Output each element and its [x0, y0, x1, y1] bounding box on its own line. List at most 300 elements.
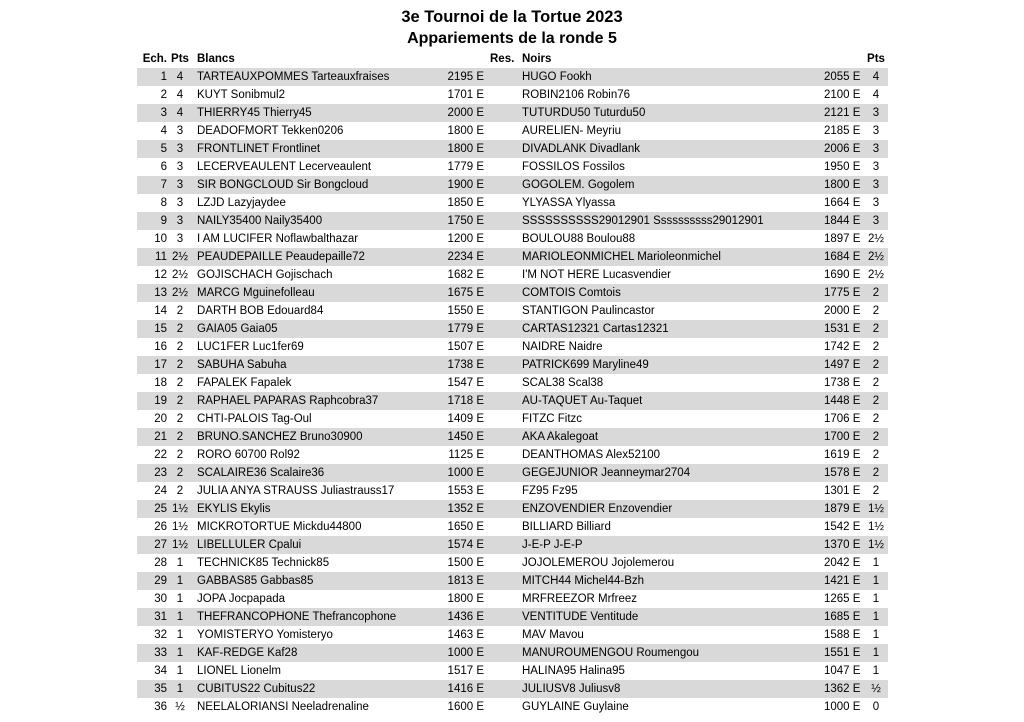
white-player-name: PEAUDEPAILLE Peaudepaille72: [197, 251, 365, 263]
white-points: 1: [176, 665, 184, 677]
black-rating: 2006 E: [824, 143, 861, 155]
table-row: [137, 554, 888, 572]
black-points: 2½: [868, 251, 884, 263]
result-cell: [490, 644, 520, 662]
result-cell: [490, 698, 520, 716]
result-cell: [490, 284, 520, 302]
board-number: 36: [154, 701, 167, 713]
black-player-name: AURELIEN- Meyriu: [522, 125, 622, 137]
table-row: [137, 194, 888, 212]
black-player-name: ROBIN2106 Robin76: [522, 89, 631, 101]
black-player-name: FITZC Fitzc: [522, 413, 583, 425]
black-points: 2½: [868, 269, 884, 281]
table-row: [137, 392, 888, 410]
black-points: 1½: [868, 521, 884, 533]
white-points: 1½: [172, 503, 188, 515]
black-rating: 1047 E: [824, 665, 861, 677]
white-rating: 1550 E: [447, 305, 484, 317]
black-player-name: BILLIARD Billiard: [522, 521, 611, 533]
white-player-name: FRONTLINET Frontlinet: [197, 143, 321, 155]
result-cell: [490, 662, 520, 680]
board-number: 17: [154, 359, 167, 371]
black-points: 1: [872, 593, 880, 605]
white-rating: 1600 E: [447, 701, 484, 713]
black-player-name: SSSSSSSSSS29012901 Ssssssssss29012901: [522, 215, 764, 227]
white-player-name: TECHNICK85 Technick85: [197, 557, 330, 569]
white-rating: 1416 E: [447, 683, 484, 695]
result-cell: [490, 86, 520, 104]
white-player-name: DARTH BOB Edouard84: [197, 305, 324, 317]
white-rating: 1000 E: [447, 467, 484, 479]
board-number: 16: [154, 341, 167, 353]
white-player-name: THIERRY45 Thierry45: [197, 107, 312, 119]
white-rating: 1517 E: [447, 665, 484, 677]
black-player-name: MAV Mavou: [522, 629, 584, 641]
black-player-name: AKA Akalegoat: [522, 431, 599, 443]
white-player-name: NEELALORIANSI Neeladrenaline: [197, 701, 369, 713]
black-points: 3: [872, 179, 880, 191]
white-points: 2: [176, 305, 184, 317]
board-number: 1: [160, 71, 167, 83]
header-noirs: Noirs: [522, 53, 552, 65]
result-cell: [490, 500, 520, 518]
white-player-name: I AM LUCIFER Noflawbalthazar: [197, 233, 359, 245]
white-points: 4: [176, 71, 184, 83]
black-points: ½: [871, 683, 881, 695]
black-player-name: COMTOIS Comtois: [522, 287, 621, 299]
black-rating: 1800 E: [824, 179, 861, 191]
black-rating: 1664 E: [824, 197, 861, 209]
result-cell: [490, 266, 520, 284]
black-points: 2: [872, 341, 880, 353]
white-points: 2½: [172, 287, 188, 299]
table-row: [137, 212, 888, 230]
black-rating: 1684 E: [824, 251, 861, 263]
black-player-name: YLYASSA Ylyassa: [522, 197, 616, 209]
result-cell: [490, 176, 520, 194]
white-player-name: GABBAS85 Gabbas85: [197, 575, 314, 587]
black-points: 0: [872, 701, 880, 713]
white-player-name: JULIA ANYA STRAUSS Juliastrauss17: [197, 485, 395, 497]
result-cell: [490, 608, 520, 626]
white-rating: 1813 E: [447, 575, 484, 587]
white-points: 2: [176, 359, 184, 371]
white-rating: 1436 E: [447, 611, 484, 623]
white-points: 1: [176, 683, 184, 695]
black-points: 2: [872, 485, 880, 497]
board-number: 5: [160, 143, 167, 155]
white-player-name: SABUHA Sabuha: [197, 359, 287, 371]
table-body: [137, 68, 888, 716]
board-number: 6: [160, 161, 167, 173]
table-row: [137, 356, 888, 374]
board-number: 7: [160, 179, 167, 191]
black-points: 4: [872, 89, 880, 101]
board-number: 14: [154, 305, 167, 317]
black-rating: 1531 E: [824, 323, 861, 335]
black-player-name: NAIDRE Naidre: [522, 341, 603, 353]
black-rating: 1542 E: [824, 521, 861, 533]
black-rating: 1738 E: [824, 377, 861, 389]
white-player-name: GOJISCHACH Gojischach: [197, 269, 333, 281]
result-cell: [490, 626, 520, 644]
board-number: 21: [154, 431, 167, 443]
board-number: 26: [154, 521, 167, 533]
white-rating: 1200 E: [447, 233, 484, 245]
result-cell: [490, 104, 520, 122]
result-cell: [490, 428, 520, 446]
white-rating: 1574 E: [447, 539, 484, 551]
black-points: 1: [872, 557, 880, 569]
white-player-name: LECERVEAULENT Lecerveaulent: [197, 161, 372, 173]
table-row: [137, 68, 888, 86]
black-rating: 1879 E: [824, 503, 861, 515]
board-number: 34: [154, 665, 167, 677]
black-points: 2: [872, 323, 880, 335]
table-row: [137, 284, 888, 302]
white-player-name: SCALAIRE36 Scalaire36: [197, 467, 325, 479]
board-number: 28: [154, 557, 167, 569]
black-points: 2: [872, 467, 880, 479]
white-rating: 1900 E: [447, 179, 484, 191]
white-points: 2½: [172, 251, 188, 263]
black-player-name: I'M NOT HERE Lucasvendier: [522, 269, 671, 281]
result-cell: [490, 338, 520, 356]
black-player-name: MRFREEZOR Mrfreez: [522, 593, 637, 605]
table-row: [137, 662, 888, 680]
black-player-name: HALINA95 Halina95: [522, 665, 625, 677]
white-points: 3: [176, 143, 184, 155]
black-points: 2: [872, 287, 880, 299]
black-player-name: PATRICK699 Maryline49: [522, 359, 649, 371]
white-points: 3: [176, 197, 184, 209]
table-row: [137, 626, 888, 644]
black-player-name: AU-TAQUET Au-Taquet: [522, 395, 643, 407]
white-points: ½: [175, 701, 185, 713]
black-points: 2: [872, 431, 880, 443]
white-points: 4: [176, 89, 184, 101]
black-rating: 1362 E: [824, 683, 861, 695]
result-cell: [490, 554, 520, 572]
black-player-name: DIVADLANK Divadlank: [522, 143, 641, 155]
black-player-name: DEANTHOMAS Alex52100: [522, 449, 661, 461]
result-cell: [490, 680, 520, 698]
result-cell: [490, 230, 520, 248]
black-rating: 1685 E: [824, 611, 861, 623]
black-rating: 1950 E: [824, 161, 861, 173]
white-player-name: CUBITUS22 Cubitus22: [197, 683, 316, 695]
white-player-name: KAF-REDGE Kaf28: [197, 647, 298, 659]
white-points: 4: [176, 107, 184, 119]
white-player-name: FAPALEK Fapalek: [197, 377, 292, 389]
white-rating: 1701 E: [447, 89, 484, 101]
white-player-name: CHTI-PALOIS Tag-Oul: [197, 413, 312, 425]
board-number: 31: [154, 611, 167, 623]
white-rating: 1750 E: [447, 215, 484, 227]
white-player-name: KUYT Sonibmul2: [197, 89, 285, 101]
white-rating: 1000 E: [447, 647, 484, 659]
white-rating: 1800 E: [447, 593, 484, 605]
table-row: [137, 86, 888, 104]
result-cell: [490, 248, 520, 266]
black-points: 3: [872, 143, 880, 155]
white-points: 2: [176, 341, 184, 353]
table-row: [137, 176, 888, 194]
board-number: 12: [154, 269, 167, 281]
black-points: 1½: [868, 503, 884, 515]
black-player-name: BOULOU88 Boulou88: [522, 233, 636, 245]
white-points: 1: [176, 575, 184, 587]
black-rating: 2121 E: [824, 107, 861, 119]
black-rating: 2000 E: [824, 305, 861, 317]
white-rating: 1463 E: [447, 629, 484, 641]
white-player-name: YOMISTERYO Yomisteryo: [197, 629, 333, 641]
table-row: [137, 644, 888, 662]
white-player-name: MARCG Mguinefolleau: [197, 287, 315, 299]
black-player-name: FOSSILOS Fossilos: [522, 161, 625, 173]
white-player-name: SIR BONGCLOUD Sir Bongcloud: [197, 179, 369, 191]
board-number: 29: [154, 575, 167, 587]
white-player-name: DEADOFMORT Tekken0206: [197, 125, 344, 137]
white-points: 1: [176, 629, 184, 641]
white-player-name: THEFRANCOPHONE Thefrancophone: [197, 611, 397, 623]
header-ech: Ech.: [142, 53, 167, 65]
white-points: 3: [176, 179, 184, 191]
board-number: 13: [154, 287, 167, 299]
white-points: 1: [176, 557, 184, 569]
white-rating: 2195 E: [447, 71, 484, 83]
result-cell: [490, 482, 520, 500]
black-rating: 1690 E: [824, 269, 861, 281]
result-cell: [490, 392, 520, 410]
result-cell: [490, 572, 520, 590]
black-player-name: TUTURDU50 Tuturdu50: [522, 107, 646, 119]
board-number: 25: [154, 503, 167, 515]
black-points: 1: [872, 575, 880, 587]
result-cell: [490, 212, 520, 230]
header-elo-white: [445, 50, 490, 68]
white-rating: 1718 E: [447, 395, 484, 407]
white-points: 1: [176, 611, 184, 623]
black-player-name: GOGOLEM. Gogolem: [522, 179, 635, 191]
board-number: 10: [154, 233, 167, 245]
result-cell: [490, 320, 520, 338]
black-rating: 1700 E: [824, 431, 861, 443]
black-rating: 2055 E: [824, 71, 861, 83]
black-rating: 1706 E: [824, 413, 861, 425]
white-player-name: JOPA Jocpapada: [197, 593, 286, 605]
black-rating: 2100 E: [824, 89, 861, 101]
white-points: 1½: [172, 539, 188, 551]
white-player-name: MICKROTORTUE Mickdu44800: [197, 521, 362, 533]
header-elo-black: [824, 50, 864, 68]
board-number: 4: [160, 125, 167, 137]
board-number: 23: [154, 467, 167, 479]
black-points: 2½: [868, 233, 884, 245]
table-row: [137, 140, 888, 158]
white-rating: 1800 E: [447, 125, 484, 137]
table-row: [137, 266, 888, 284]
black-rating: 1844 E: [824, 215, 861, 227]
white-points: 1½: [172, 521, 188, 533]
black-player-name: J-E-P J-E-P: [522, 539, 583, 551]
white-points: 1: [176, 593, 184, 605]
white-points: 2: [176, 485, 184, 497]
white-rating: 2000 E: [447, 107, 484, 119]
black-player-name: GEGEJUNIOR Jeanneymar2704: [522, 467, 691, 479]
white-points: 1: [176, 647, 184, 659]
white-player-name: EKYLIS Ekylis: [197, 503, 271, 515]
white-rating: 1650 E: [447, 521, 484, 533]
board-number: 8: [160, 197, 167, 209]
white-rating: 1553 E: [447, 485, 484, 497]
result-cell: [490, 356, 520, 374]
header-pts-white: Pts: [171, 53, 189, 65]
table-row: [137, 428, 888, 446]
pairings-table: [137, 50, 888, 716]
result-cell: [490, 158, 520, 176]
white-rating: 1125 E: [448, 449, 484, 461]
board-number: 30: [154, 593, 167, 605]
table-row: [137, 320, 888, 338]
page-subtitle: Appariements de la ronde 5: [407, 30, 617, 47]
table-row: [137, 698, 888, 716]
board-number: 33: [154, 647, 167, 659]
board-number: 15: [154, 323, 167, 335]
white-player-name: LZJD Lazyjaydee: [197, 197, 286, 209]
table-row: [137, 302, 888, 320]
white-points: 3: [176, 125, 184, 137]
white-points: 2½: [172, 269, 188, 281]
white-rating: 1352 E: [447, 503, 484, 515]
board-number: 27: [154, 539, 167, 551]
white-rating: 2234 E: [447, 251, 484, 263]
white-player-name: RORO 60700 Rol92: [197, 449, 300, 461]
table-row: [137, 590, 888, 608]
white-points: 3: [176, 233, 184, 245]
board-number: 18: [154, 377, 167, 389]
black-player-name: MARIOLEONMICHEL Marioleonmichel: [522, 251, 721, 263]
board-number: 24: [154, 485, 167, 497]
result-cell: [490, 194, 520, 212]
black-rating: 1775 E: [824, 287, 861, 299]
board-number: 9: [160, 215, 167, 227]
white-points: 2: [176, 449, 184, 461]
white-player-name: LIONEL Lionelm: [197, 665, 281, 677]
black-points: 1: [872, 665, 880, 677]
table-row: [137, 536, 888, 554]
black-points: 1: [872, 611, 880, 623]
black-rating: 1000 E: [824, 701, 861, 713]
black-points: 2: [872, 305, 880, 317]
header-res: Res.: [490, 53, 515, 65]
white-points: 2: [176, 467, 184, 479]
black-points: 3: [872, 107, 880, 119]
result-cell: [490, 302, 520, 320]
white-rating: 1507 E: [447, 341, 484, 353]
black-player-name: HUGO Fookh: [522, 71, 592, 83]
black-rating: 1497 E: [824, 359, 861, 371]
table-row: [137, 230, 888, 248]
board-number: 11: [155, 251, 167, 263]
header-pts-black: Pts: [867, 53, 885, 65]
white-points: 2: [176, 413, 184, 425]
white-player-name: RAPHAEL PAPARAS Raphcobra37: [197, 395, 379, 407]
black-points: 1½: [868, 539, 884, 551]
black-points: 2: [872, 449, 880, 461]
result-cell: [490, 464, 520, 482]
black-rating: 1551 E: [824, 647, 861, 659]
table-row: [137, 104, 888, 122]
white-rating: 1682 E: [447, 269, 484, 281]
board-number: 32: [154, 629, 167, 641]
black-player-name: ENZOVENDIER Enzovendier: [522, 503, 673, 515]
result-cell: [490, 140, 520, 158]
black-rating: 1301 E: [824, 485, 861, 497]
table-row: [137, 500, 888, 518]
white-player-name: TARTEAUXPOMMES Tarteauxfraises: [197, 71, 390, 83]
white-points: 2: [176, 395, 184, 407]
white-rating: 1738 E: [447, 359, 484, 371]
table-row: [137, 464, 888, 482]
white-rating: 1500 E: [447, 557, 484, 569]
black-player-name: CARTAS12321 Cartas12321: [522, 323, 669, 335]
white-points: 2: [176, 377, 184, 389]
board-number: 35: [154, 683, 167, 695]
black-rating: 1448 E: [824, 395, 861, 407]
black-player-name: STANTIGON Paulincastor: [522, 305, 655, 317]
result-cell: [490, 122, 520, 140]
white-points: 2: [176, 431, 184, 443]
black-player-name: MANUROUMENGOU Roumengou: [522, 647, 700, 659]
black-points: 2: [872, 359, 880, 371]
black-player-name: VENTITUDE Ventitude: [522, 611, 639, 623]
white-rating: 1850 E: [447, 197, 484, 209]
black-player-name: JOJOLEMEROU Jojolemerou: [522, 557, 675, 569]
black-points: 3: [872, 125, 880, 137]
board-number: 20: [154, 413, 167, 425]
black-rating: 1578 E: [824, 467, 861, 479]
black-rating: 1265 E: [824, 593, 861, 605]
black-points: 4: [872, 71, 880, 83]
black-player-name: GUYLAINE Guylaine: [522, 701, 629, 713]
table-row: [137, 572, 888, 590]
white-player-name: LIBELLULER Cpalui: [197, 539, 302, 551]
black-rating: 1742 E: [824, 341, 861, 353]
black-player-name: SCAL38 Scal38: [522, 377, 604, 389]
table-header-row: [137, 50, 888, 68]
black-points: 1: [872, 647, 880, 659]
board-number: 2: [160, 89, 167, 101]
result-cell: [490, 410, 520, 428]
white-rating: 1779 E: [447, 161, 484, 173]
black-points: 3: [872, 215, 880, 227]
table-row: [137, 248, 888, 266]
table-row: [137, 482, 888, 500]
board-number: 3: [160, 107, 167, 119]
result-cell: [490, 518, 520, 536]
black-player-name: FZ95 Fz95: [522, 485, 578, 497]
white-player-name: NAILY35400 Naily35400: [197, 215, 323, 227]
black-points: 3: [872, 161, 880, 173]
white-points: 3: [176, 161, 184, 173]
table-row: [137, 122, 888, 140]
table-row: [137, 680, 888, 698]
white-rating: 1800 E: [447, 143, 484, 155]
white-points: 3: [176, 215, 184, 227]
white-player-name: BRUNO.SANCHEZ Bruno30900: [197, 431, 363, 443]
page-header: [0, 0, 1024, 49]
